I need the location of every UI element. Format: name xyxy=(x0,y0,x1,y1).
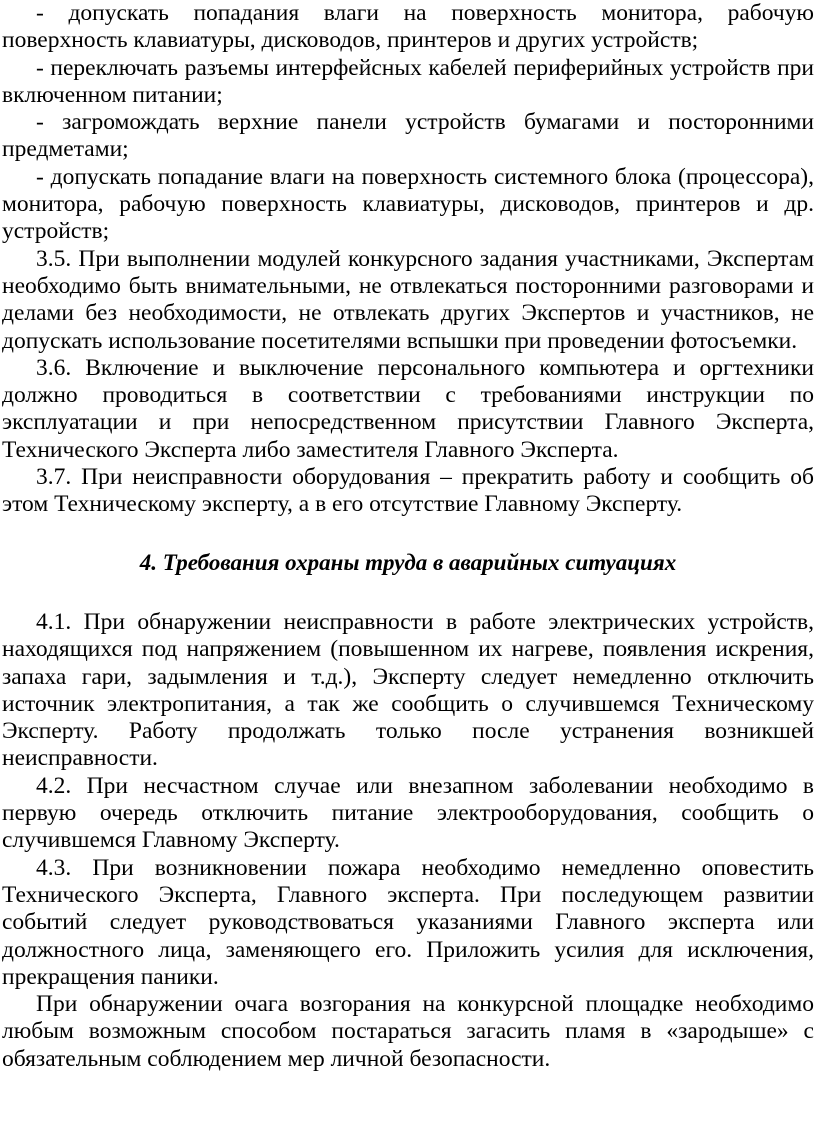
paragraph-4-2: 4.2. При несчастном случае или внезапном заболевании необходимо в первую очередь отключить питание электрооборудования, сообщить о случившемся Главному Эксперту. xyxy=(2,772,814,854)
spacer xyxy=(2,576,814,609)
list-item: - переключать разъемы интерфейсных кабелей периферийных устройств при включенном питании; xyxy=(2,54,814,108)
paragraph-3-7: 3.7. При неисправности оборудования – прекратить работу и сообщить об этом Техническому эксперту, а в его отсутствие Главному Эксперту. xyxy=(2,464,814,518)
list-item: - допускать попадания влаги на поверхность монитора, рабочую поверхность клавиатуры, дисководов, принтеров и других устройств; xyxy=(2,0,814,54)
section-heading: 4. Требования охраны труда в аварийных ситуациях xyxy=(139,549,677,575)
paragraph-fire-response: При обнаружении очага возгорания на конкурсной площадке необходимо любым возможным способом постараться загасить пламя в «зародыше» с обязательным соблюдением мер личной безопасности. xyxy=(2,991,814,1072)
paragraph-4-1: 4.1. При обнаружении неисправности в работе электрических устройств, находящихся под напряжением (повышенном их нагреве, появления искрения, запаха гари, задымления и т.д.), Эксперту следует немедленно отключить источник электропитания, а так же сообщить о случившемся Техническому Эксперту. Работу продолжать только после устранения возникшей неисправности. xyxy=(2,608,814,772)
list-item: - допускать попадание влаги на поверхность системного блока (процессора), монитора, рабочую поверхность клавиатуры, дисководов, принтеров и др. устройств; xyxy=(2,163,814,245)
list-item: - загромождать верхние панели устройств бумагами и посторонними предметами; xyxy=(2,109,814,163)
spacer xyxy=(2,519,814,549)
paragraph-3-5: 3.5. При выполнении модулей конкурсного задания участниками, Экспертам необходимо быть внимательными, не отвлекаться посторонними разговорами и делами без необходимости, не отвлекать других Экспертов и участников, не допускать использование посетителями вспышки при проведении фотосъемки. xyxy=(2,245,814,354)
paragraph-4-3: 4.3. При возникновении пожара необходимо немедленно оповестить Технического Эксперта, Главного эксперта. При последующем развитии событий следует руководствоваться указаниями Главного эксперта или должностного лица, заменяющего его. Приложить усилия для исключения, прекращения паники. xyxy=(2,854,814,990)
paragraph-3-6: 3.6. Включение и выключение персонального компьютера и оргтехники должно проводиться в соответствии с требованиями инструкции по эксплуатации и при непосредственном присутствии Главного Эксперта, Технического Эксперта либо заместителя Главного Эксперта. xyxy=(2,354,814,463)
